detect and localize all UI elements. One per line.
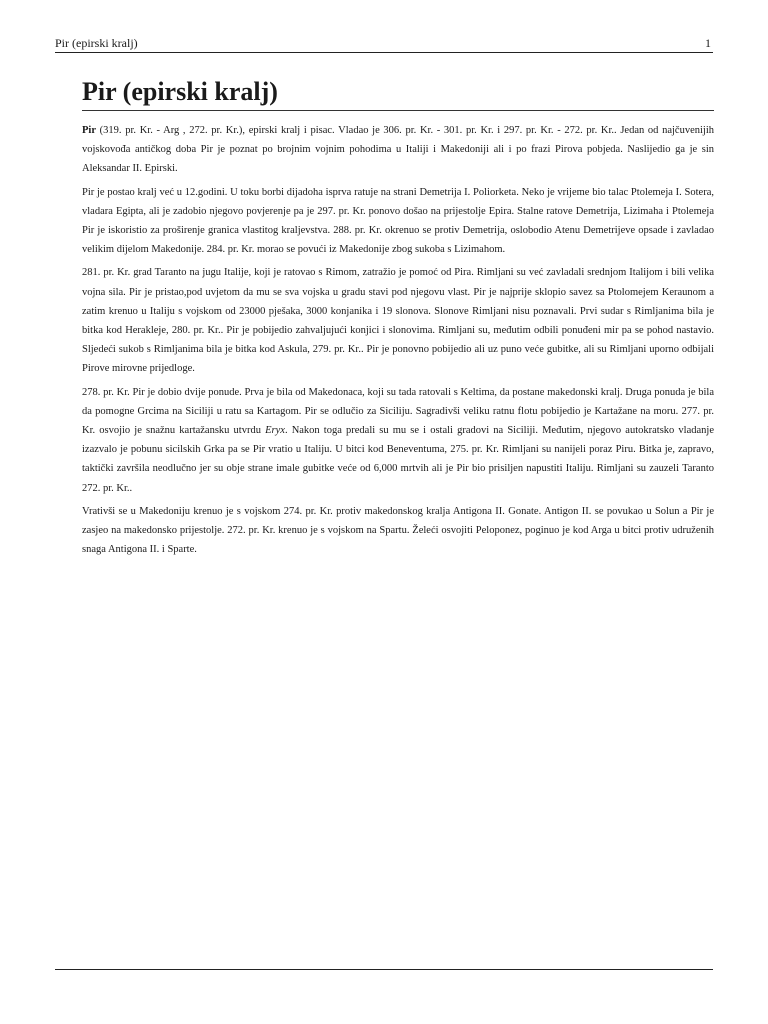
article-paragraph xyxy=(82,383,714,498)
page-number: 1 xyxy=(705,36,711,50)
running-header xyxy=(55,36,713,53)
italic-term: Eryx xyxy=(265,425,285,437)
paragraph-text: . Nakon toga predali su mu se i ostali gradovi na Siciliji. Međutim, njegovo autokratsko vladanje izazvalo je pobunu sicilskih Grka pa se Pir vratio u Italiju. U bitci kod Beneventuma, 275. pr. Kr. Rimljani su nanijeli poraz Piru. Bitka je, zapravo, taktički završila neodlučno jer su obje strane imale gubitke veće od 6,000 mrtvih ali je Pir bio prisiljen napustiti Italiju. Rimljani su zauzeli Taranto 272. pr. Kr.. xyxy=(82,425,714,494)
paragraph-text: (319. pr. Kr. - Arg , 272. pr. Kr.), epirski kralj i pisac. Vladao je 306. pr. Kr. - 301. pr. Kr. i 297. pr. Kr. - 272. pr. Kr.. Jedan od najčuvenijih vojskovođa antičkog doba Pir je poznat po brojnim vojnim pohodima u Italiji i Makedoniji ali i po frazi Pirova pobjeda. Naslijedio ga je sin Aleksandar II. Epirski. xyxy=(82,125,714,175)
article-title: Pir (epirski kralj) xyxy=(82,77,714,111)
article-paragraph xyxy=(82,183,714,260)
paragraph-text: 281. pr. Kr. grad Taranto na jugu Italije, koji je ratovao s Rimom, zatražio je pomoć od Pira. Rimljani su već zavladali srednjom Italijom i bili velika vojna sila. Pir je pristao,pod uvjetom da mu se sva vojska u gradu stavi pod njegovu vlast. Pir je najprije sklopio savez sa Ptolomejem Keraunom a zatim krenuo u Italiju s vojskom od 23000 pješaka, 3000 konjanika i 19 slonova. Slonove Rimljani nisu poznavali. Prvi sudar s Rimljanima bila je bitka kod Herakleje, 280. pr. Kr.. Pir je pobijedio zahvaljujući konjici i slonovima. Rimljani su, međutim odbili ponuđeni mir pa se pohod nastavio. Sljedeći sukob s Rimljanima bila je bitka kod Askula, 279. pr. Kr.. Pir je ponovno pobijedio ali uz puno veće gubitke, ali su Rimljani uporno odbijali Pirove mirovne prijedloge. xyxy=(82,267,714,375)
article xyxy=(82,77,714,559)
article-paragraph xyxy=(82,502,714,560)
running-header-title: Pir (epirski kralj) xyxy=(55,36,138,50)
paragraph-text: Pir je postao kralj već u 12.godini. U toku borbi dijadoha isprva ratuje na strani Demetrija I. Poliorketa. Neko je vrijeme bio talac Ptolemeja I. Sotera, vladara Egipta, ali je zadobio njegovo povjerenje pa je 297. pr. Kr. ponovo došao na prijestolje Epira. Stalne ratove Demetrija, Lizimaha i Ptolemeja Pir je iskoristio za proširenje granica vlastitog kraljevstva. 288. pr. Kr. okrenuo se protiv Demetrija, oslobodio Atenu Demetrijeve opsade i zavladao velikim dijelom Makedonije. 284. pr. Kr. morao se povući iz Makedonije zbog sukoba s Lizimahom. xyxy=(82,186,714,256)
footer-rule xyxy=(55,969,713,970)
article-paragraph-intro xyxy=(82,121,714,179)
lead-term: Pir xyxy=(82,125,96,136)
article-paragraph xyxy=(82,263,714,378)
paragraph-text: 278. pr. Kr. Pir je dobio dvije ponude. Prva je bila od Makedonaca, koji su tada ratovali s Keltima, da postane makedonski kralj. Druga ponuda je bila da pomogne Grcima na Siciliji u ratu sa Kartagom. Pir se odlučio za Siciliju. Sagradivši veliku ratnu flotu pobijedio je Kartažane na moru. 277. pr. Kr. osvojio je snažnu kartažansku utvrdu xyxy=(82,386,714,437)
paragraph-text: Vrativši se u Makedoniju krenuo je s vojskom 274. pr. Kr. protiv makedonskog kralja Antigona II. Gonate. Antigon II. se povukao u Solun a Pir je zasjeo na makedonsko prijestolje. 272. pr. Kr. krenuo je s vojskom na Spartu. Želeći osvojiti Peloponez, poginuo je kod Arga u bitci protiv udruženih snaga Antigona II. i Sparte. xyxy=(82,505,714,556)
